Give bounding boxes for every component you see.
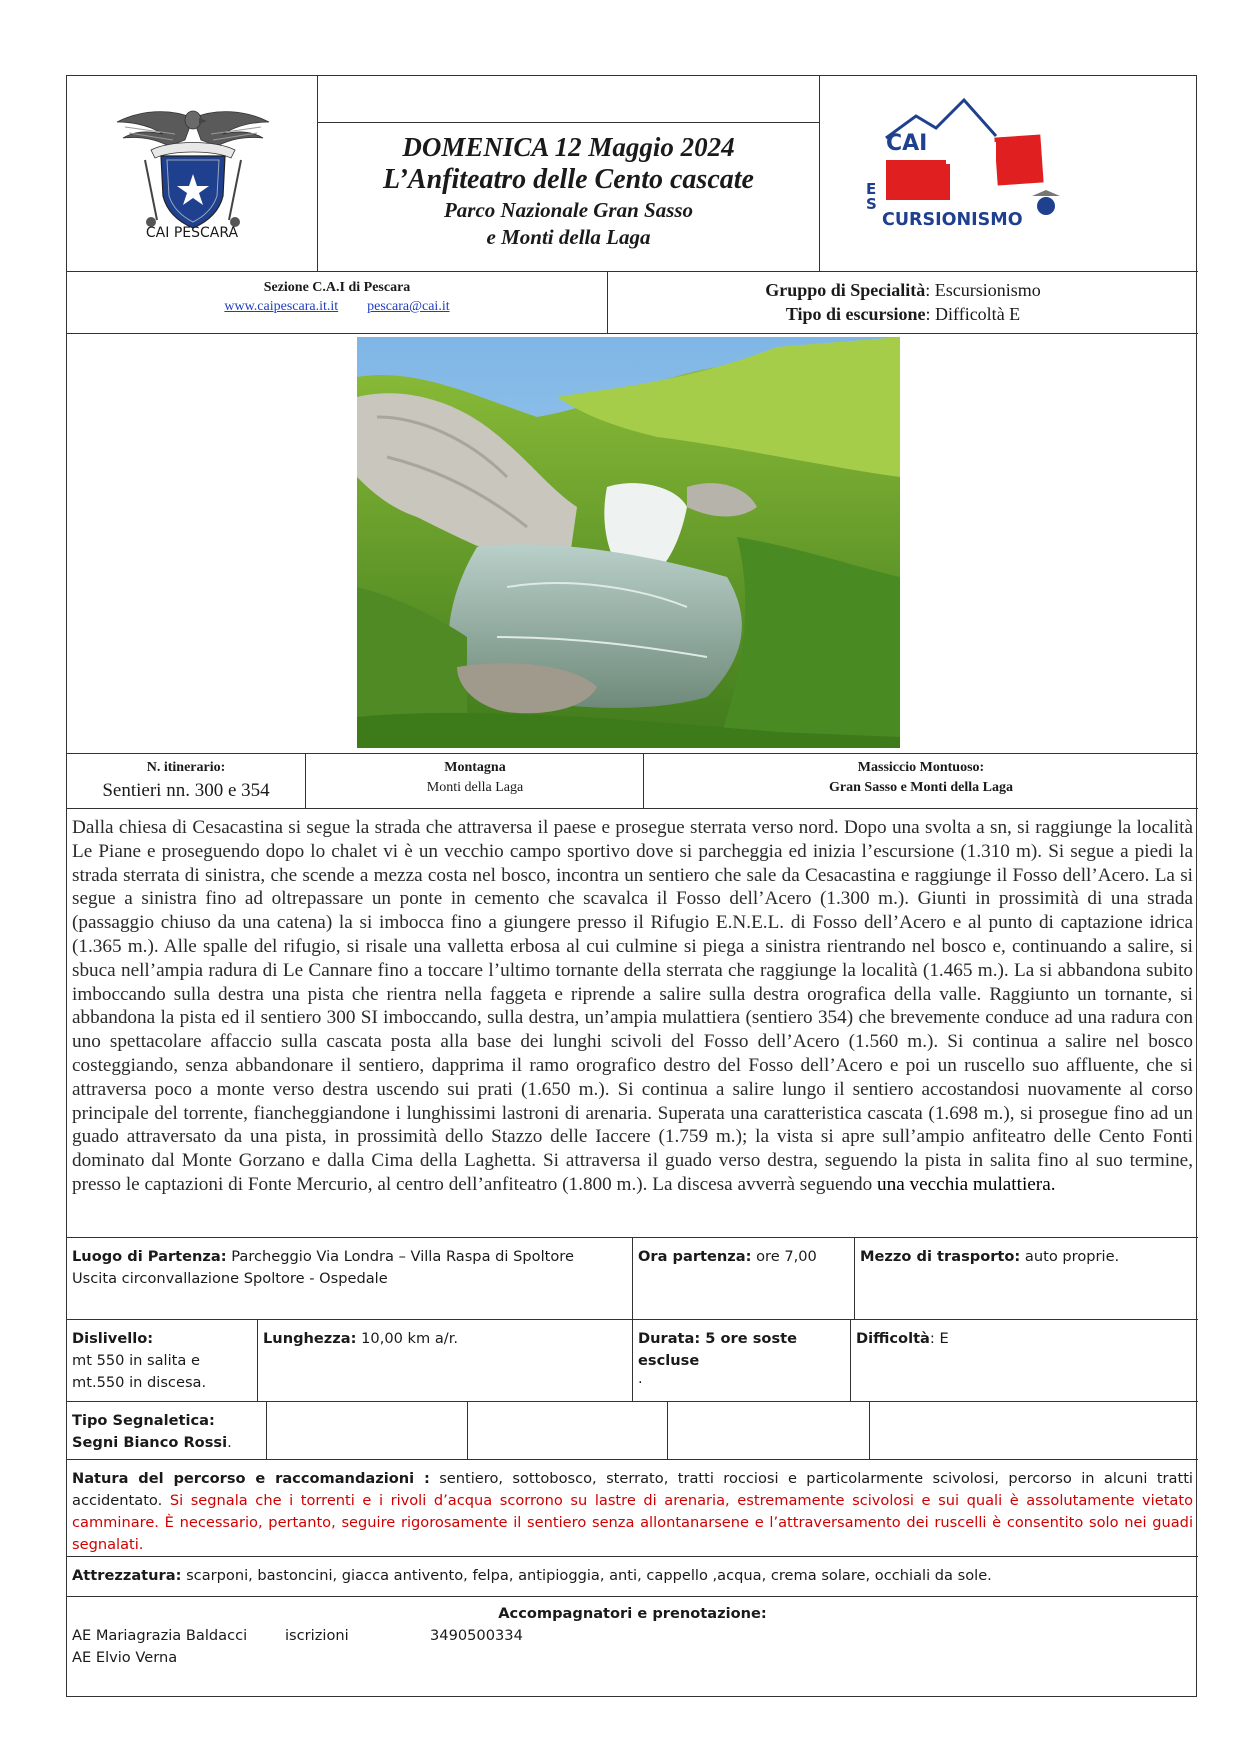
massif-cell — [643, 753, 1198, 808]
mountain-value: Monti della Laga — [426, 780, 524, 795]
route-description — [72, 816, 1193, 1197]
park-line-2: e Monti della Laga — [486, 225, 651, 249]
time-value: ore 7,00 — [751, 1248, 817, 1265]
esc-logo-cai: CAI — [886, 131, 928, 156]
mountain-label: Montagna — [444, 760, 506, 775]
departure-line-2: Uscita circonvallazione Spoltore - Ospedale — [72, 1270, 388, 1287]
signup-label: iscrizioni — [285, 1627, 349, 1644]
signage-empty-cell-1 — [266, 1401, 467, 1459]
nature-warning: Si segnala che i torrenti e i rivoli d’acqua scorrono su lastre di arenaria, estremamente scivolosi e sui quali è assolutamente vietato camminare. È necessario, pertanto, seguire rigorosamente il sentiero senza allontanarsene e l’attraversamento dei ruscelli è consentito solo nei guadi segnalati. — [72, 1492, 1194, 1553]
guide-2-name: AE Elvio Verna — [72, 1649, 178, 1666]
length-label: Lunghezza: — [263, 1330, 357, 1347]
cai-eagle-emblem-icon — [115, 100, 271, 232]
group-line — [608, 280, 1198, 301]
signage-empty-cell-2 — [467, 1401, 667, 1459]
guides-title: Accompagnatori e prenotazione: — [498, 1605, 767, 1622]
description-cell — [67, 808, 1198, 1237]
departure-label: Luogo di Partenza: — [72, 1248, 227, 1265]
nature-cell — [67, 1459, 1198, 1556]
signage-cell — [67, 1401, 266, 1459]
description-text: Dalla chiesa di Cesacastina si segue la strada che attraversa il paese e prosegue sterrata verso nord. Dopo una svolta a sn, si raggiunge la località Le Piane e proseguendo dopo lo chalet vi è un vecchio campo sportivo dove si parcheggia ed inizia l’escursione (1.310 m). Si segue a piedi la strada sterrata di sinistra, che scende a mezza costa nel bosco, incontra un sentiero che sale da Cesacastina e raggiunge il Fosso dell’Acero. La si segue a sinistra fino ad oltrepassare un ponte in cemento che scavalca il Fosso dell’Acero (1.300 m.). Giunti in prossimità di una strada (passaggio chiuso da una catena) la si imbocca fino a giungere presso il Rifugio E.N.E.L. di Fosso dell’Acero e al punto di captazione idrica (1.365 m.). Alle spalle del rifugio, si risale una valletta erbosa al cui culmine si piega a sinistra rientrando nel bosco e, continuando a salire, si sbuca nell’ampia radura di Le Cannare fino a toccare l’ultimo tornante della sterrata che raggiunge la località (1.465 m.). La si abbandona subito imboccando sulla destra una pista che rientra nella faggeta e riprende a salire sulla destra orografica della valle. Raggiunto un tornante, si abbandona la pista ed il sentiero 300 SI imboccando, sulla destra, un’ampia mulattiera (sentiero 354) che brevemente conduce ad una radura con uno spettacolare affaccio sulla cascata posta alla base dei lunghi scivoli del Fosso dell’Acero (1.560 m.). Si continua a salire nel bosco costeggiando, senza abbandonare il sentiero, dapprima il ramo orografico destro del Fosso dell’Acero e poi un ruscello suo affluente, che si attraversa poco a monte verso destra uscendo sui prati (1.650 m.). Si continua a salire lungo il sentiero accostandosi nuovamente al corso principale del torrente, fiancheggiandone i lunghissimi lastroni di arenaria. Superata una caratteristica cascata (1.698 m.), si prosegue fino ad un guado attraversato da una pista, in prossimità dello Stazzo delle Iaccere (1.759 m.); la vista si apre sull’ampio anfiteatro delle Cento Fonti dominato dal Monte Gorzano e dalla Cima della Laghetta. Si attraversa il guado verso destra, seguendo la pista in salita fino al suo termine, presso le captazioni di Fonte Mercurio, al centro dell’anfiteatro (1.800 m.). La discesa avverrà seguendo — [72, 817, 1193, 1195]
signage-line — [72, 1432, 261, 1454]
document-frame — [66, 75, 1197, 1697]
duration-label-2: escluse — [638, 1352, 700, 1369]
duration-label: Durata: 5 ore soste — [638, 1330, 797, 1347]
transport-line — [860, 1246, 1193, 1268]
escursionismo-logo-cell — [819, 76, 1198, 271]
time-label: Ora partenza: — [638, 1248, 752, 1265]
signage-label: Tipo Segnaletica: — [72, 1412, 215, 1429]
equipment-label: Attrezzatura: — [72, 1567, 182, 1584]
cai-pescara-label: CAI PESCARA — [145, 225, 239, 241]
group-label: Gruppo di Specialità — [765, 280, 926, 300]
type-value: : Difficoltà E — [925, 304, 1021, 324]
mountain-cell — [305, 753, 643, 808]
time-cell — [632, 1237, 854, 1319]
guide-1-name: AE Mariagrazia Baldacci — [72, 1627, 248, 1644]
difficulty-line — [856, 1328, 1193, 1350]
duration-dot: . — [638, 1370, 643, 1387]
departure-cell — [67, 1237, 632, 1319]
transport-cell — [854, 1237, 1198, 1319]
massif-label: Massiccio Montuoso: — [857, 760, 985, 775]
transport-label: Mezzo di trasporto: — [860, 1248, 1021, 1265]
section-info-cell — [67, 271, 607, 333]
section-contacts — [67, 299, 607, 315]
departure-value: Parcheggio Via Londra – Villa Raspa di Spoltore — [226, 1248, 574, 1265]
length-cell — [257, 1319, 632, 1401]
email-link[interactable]: pescara@cai.it — [367, 299, 450, 314]
elevation-up: mt 550 in salita e — [72, 1352, 200, 1369]
nature-text: sentiero, sottobosco, sterrato, tratti rocciosi e particolarmente scivolosi, percorso in alcuni tratti accidentato. — [72, 1470, 1193, 1509]
nature-label: Natura del percorso e raccomandazioni : — [72, 1470, 430, 1487]
time-line — [638, 1246, 849, 1268]
description-end: una vecchia mulattiera. — [877, 1173, 1056, 1195]
title-top-divider — [318, 122, 819, 123]
difficulty-cell — [850, 1319, 1198, 1401]
signup-phone: 3490500334 — [430, 1627, 523, 1644]
elevation-label: Dislivello: — [72, 1330, 154, 1347]
itinerary-number-cell — [67, 753, 305, 808]
event-date: DOMENICA 12 Maggio 2024 — [402, 132, 735, 162]
park-line-1: Parco Nazionale Gran Sasso — [443, 198, 694, 222]
equipment-value: scarponi, bastoncini, giacca antivento, felpa, antipioggia, anti, cappello ,acqua, crema solare, occhiali da sole. — [181, 1567, 992, 1584]
esc-logo-es: ES — [866, 180, 877, 213]
signage-value: Segni Bianco Rossi — [72, 1434, 228, 1451]
itinerary-number-label: N. itinerario: — [146, 760, 226, 775]
length-line — [263, 1328, 627, 1350]
signage-value-end: . — [227, 1434, 232, 1451]
difficulty-value: : E — [929, 1330, 949, 1347]
equipment-cell — [67, 1556, 1198, 1596]
signage-empty-cell-4 — [869, 1401, 1198, 1459]
group-value: : Escursionismo — [925, 280, 1041, 300]
waterfall-photo — [357, 337, 900, 748]
guides-cell — [67, 1596, 1198, 1698]
difficulty-label: Difficoltà — [856, 1330, 930, 1347]
elevation-cell — [67, 1319, 257, 1401]
section-name: Sezione C.A.I di Pescara — [263, 280, 411, 295]
type-label: Tipo di escursione — [785, 304, 926, 324]
website-link[interactable]: www.caipescara.it.it — [224, 299, 339, 314]
equipment-line — [72, 1565, 1193, 1587]
title-cell — [317, 76, 819, 271]
nature-paragraph — [72, 1468, 1193, 1556]
transport-value: auto proprie. — [1020, 1248, 1120, 1265]
type-line — [608, 304, 1198, 325]
massif-value: Gran Sasso e Monti della Laga — [829, 780, 1013, 795]
signage-empty-cell-3 — [667, 1401, 869, 1459]
event-title: L’Anfiteatro delle Cento cascate — [383, 164, 754, 195]
itinerary-number-value: Sentieri nn. 300 e 354 — [102, 780, 270, 801]
photo-cell — [67, 333, 1198, 753]
group-info-cell — [607, 271, 1198, 333]
guide-1-line — [72, 1625, 1193, 1647]
duration-cell — [632, 1319, 850, 1401]
esc-logo-text: CURSIONISMO — [882, 210, 1023, 230]
length-value: 10,00 km a/r. — [356, 1330, 459, 1347]
cai-pescara-logo-cell — [67, 76, 317, 271]
departure-line — [72, 1246, 627, 1268]
elevation-down: mt.550 in discesa. — [72, 1374, 207, 1391]
